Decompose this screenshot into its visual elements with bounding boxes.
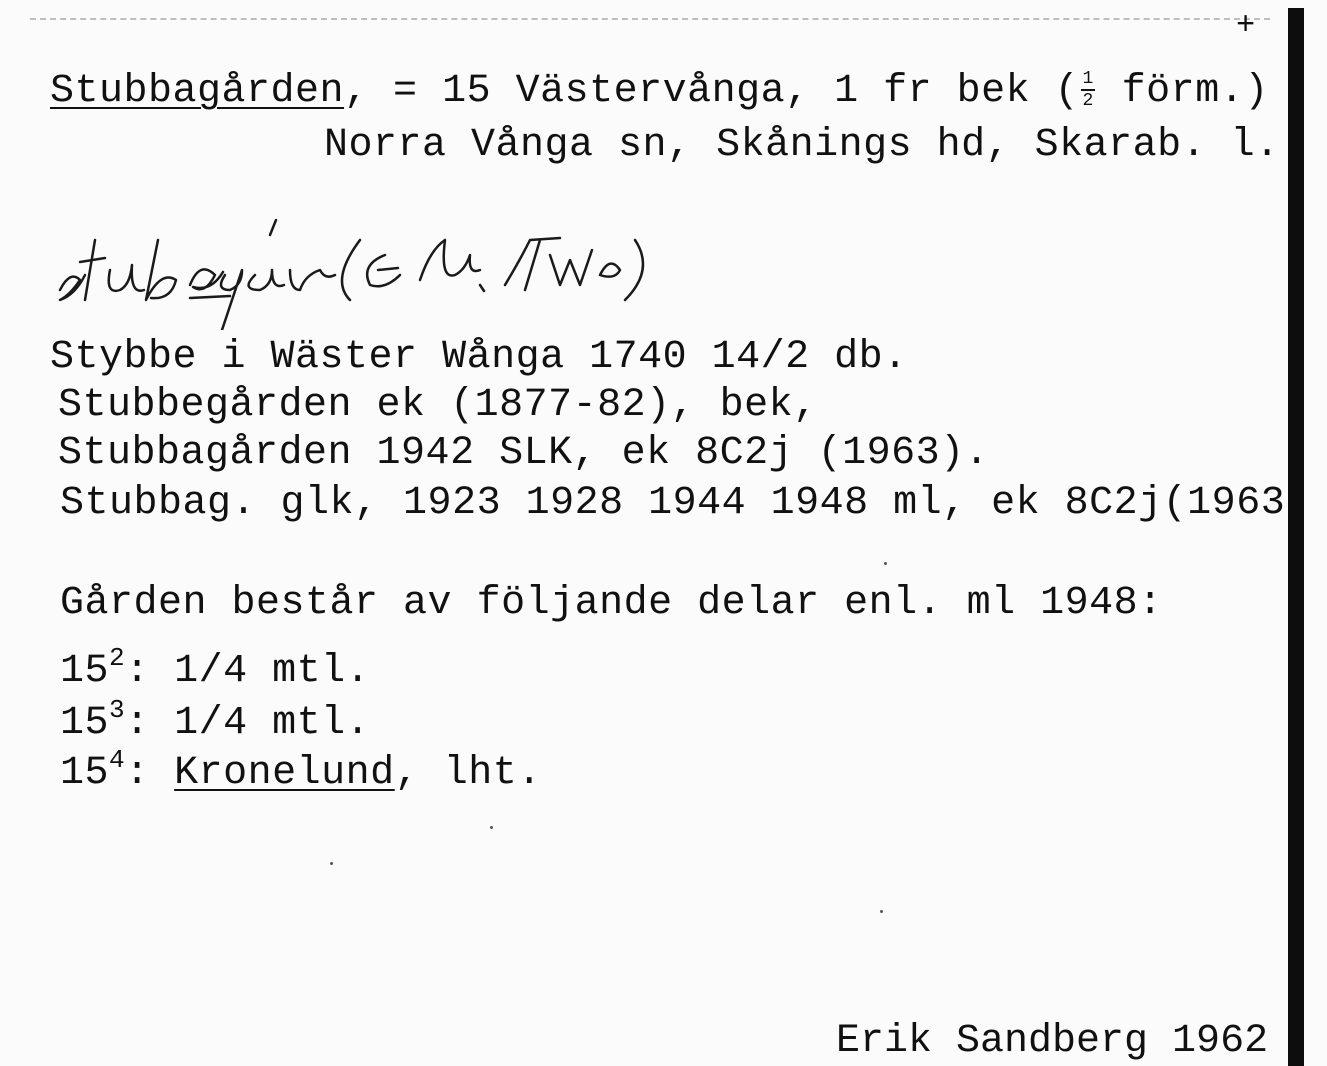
scan-speck	[490, 826, 493, 829]
part-item-1	[60, 636, 370, 694]
fraction-numerator: 1	[1082, 69, 1094, 90]
plus-mark: +	[1236, 7, 1256, 44]
card-top-border	[30, 18, 1270, 20]
record-line-4: Stubbag. glk, 1923 1928 1944 1948 ml, ek 8C2j(1963	[60, 481, 1286, 526]
scan-speck	[880, 910, 883, 913]
part-number: 15	[60, 649, 110, 694]
heading-rest-a: , = 15 Västervånga, 1 fr bek (	[344, 69, 1080, 114]
part-superscript: 2	[109, 643, 126, 673]
part-item-3	[60, 738, 542, 796]
scan-speck	[330, 862, 333, 865]
part-prefix: :	[125, 751, 175, 796]
fraction-half	[1081, 70, 1095, 110]
part-superscript: 3	[109, 695, 126, 725]
fraction-denominator: 2	[1082, 91, 1094, 112]
part-superscript: 4	[109, 745, 126, 775]
place-name: Stubbagården	[50, 69, 345, 114]
parts-intro: Gården består av följande delar enl. ml 1948:	[60, 581, 1163, 626]
heading-line-1	[50, 70, 1269, 114]
scan-speck	[884, 562, 887, 565]
part-text: , lht.	[394, 751, 542, 796]
record-line-1: Stybbe i Wäster Wånga 1740 14/2 db.	[50, 335, 908, 380]
part-place-name: Kronelund	[174, 751, 395, 796]
heading-rest-b: förm.)	[1097, 69, 1269, 114]
card-right-edge	[1288, 8, 1304, 1066]
record-line-3: Stubbagården 1942 SLK, ek 8C2j (1963).	[58, 431, 990, 476]
heading-line-2: Norra Vånga sn, Skånings hd, Skarab. l.	[324, 123, 1280, 168]
part-number: 15	[60, 751, 110, 796]
handwritten-note-image	[40, 200, 820, 330]
record-line-2: Stubbegården ek (1877-82), bek,	[58, 383, 818, 428]
part-text: : 1/4 mtl.	[125, 701, 371, 746]
signature: Erik Sandberg 1962	[836, 1019, 1269, 1064]
part-text: : 1/4 mtl.	[125, 649, 371, 694]
part-number: 15	[60, 701, 110, 746]
